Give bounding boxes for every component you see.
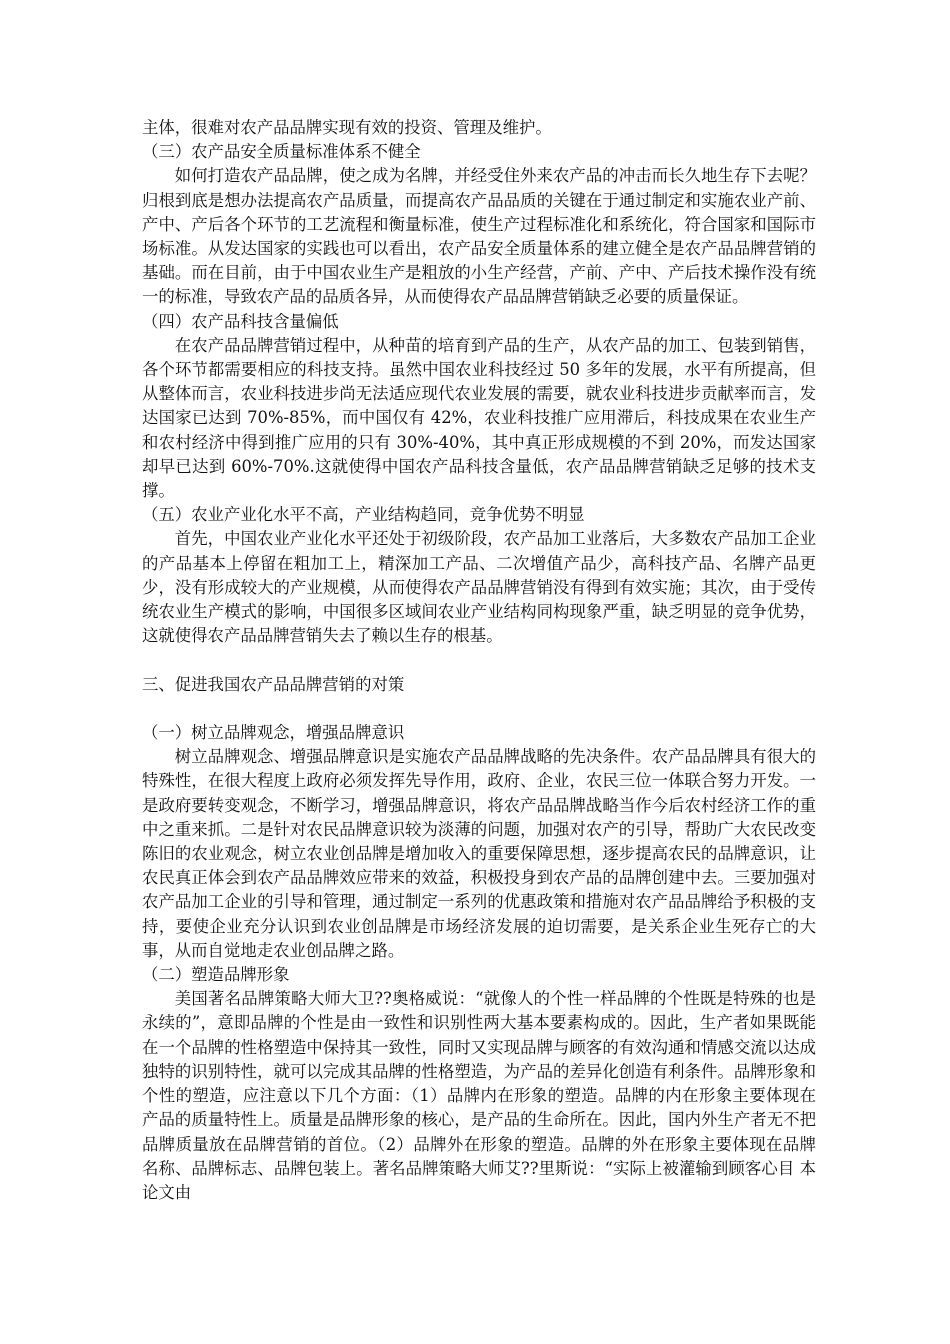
subheading-brand-awareness: （一）树立品牌观念，增强品牌意识 bbox=[142, 723, 405, 743]
paragraph-quality-standards: 如何打造农产品品牌，使之成为名牌，并经受住外来农产品的冲击而长久地生存下去呢？归根到底是想办法提高农产品质量，而提高农产品品质的关键在于通过制定和实施农业产前、产中、产后各个环节的工艺流程和衡量标准，使生产过程标准化和系统化，符合国家和国际市场标准。从发达国家的实践也可以看出，农产品安全质量体系的建立健全是农产品品牌营销的基础。而在目前，由于中国农业生产是粗放的小生产经营，产前、产中、产后技术操作没有统一的标准，导致农产品的品质各异，从而使得农产品品牌营销缺乏必要的质量保证。 bbox=[142, 166, 816, 307]
subheading-safety-standards: （三）农产品安全质量标准体系不健全 bbox=[142, 142, 421, 162]
paragraph-brand-awareness: 树立品牌观念、增强品牌意识是实施农产品品牌战略的先决条件。农产品品牌具有很大的特殊性，在很大程度上政府必须发挥先导作用，政府、企业，农民三位一体联合努力开发。一是政府要转变观念，不断学习，增强品牌意识，将农产品品牌战略当作今后农村经济工作的重中之重来抓。二是针对农民品牌意识较为淡薄的问题，加强对农产的引导，帮助广大农民改变陈旧的农业观念，树立农业创品牌是增加收入的重要保障思想，逐步提高农民的品牌意识，让农民真正体会到农产品品牌效应带来的效益，积极投身到农产品的品牌创建中去。三要加强对农产品加工企业的引导和管理，通过制定一系列的优惠政策和措施对农产品品牌给予积极的支持，要使企业充分认识到农业创品牌是市场经济发展的迫切需要，是关系企业生死存亡的大事，从而自觉地走农业创品牌之路。 bbox=[142, 747, 816, 960]
paragraph-industrialization: 首先，中国农业产业化水平还处于初级阶段，农产品加工业落后，大多数农产品加工企业的产品基本上停留在粗加工上，精深加工产品、二次增值产品少，高科技产品、名牌产品更少，没有形成较大的产业规模，从而使得农产品品牌营销没有得到有效实施；其次，由于受传统农业生产模式的影响，中国很多区域间农业产业结构同构现象严重，缺乏明显的竞争优势，这就使得农产品品牌营销失去了赖以生存的根基。 bbox=[142, 529, 816, 646]
subheading-industrialization: （五）农业产业化水平不高，产业结构趋同，竞争优势不明显 bbox=[142, 505, 585, 525]
subheading-brand-image: （二）塑造品牌形象 bbox=[142, 965, 290, 985]
paragraph-continuation: 主体，很难对农产品品牌实现有效的投资、管理及维护。 bbox=[142, 118, 552, 137]
subheading-technology-content: （四）农产品科技含量偏低 bbox=[142, 311, 339, 331]
paragraph-technology-support: 在农产品品牌营销过程中，从种苗的培育到产品的生产，从农产品的加工、包装到销售，各个环节都需要相应的科技支持。虽然中国农业科技经过 50 多年的发展，水平有所提高，但从整体而言，农业科技进步尚无法适应现代农业发展的需要，就农业科技进步贡献率而言，发达国家已达到 70%-85%，而中国仅有 42%，农业科技推广应用滞后，科技成果在农业生产和农村经济中得到推广应用的只有 30%-40%，其中真正形成规模的不到 20%，而发达国家却早已达到 60%-70%.这就使得中国农产品科技含量低，农产品品牌营销缺乏足够的技术支撑。 bbox=[142, 335, 816, 501]
section-heading-countermeasures: 三、促进我国农产品品牌营销的对策 bbox=[142, 674, 405, 694]
blank-line bbox=[142, 697, 816, 721]
paragraph-brand-image: 美国著名品牌策略大师大卫??奥格威说：“就像人的个性一样品牌的个性既是特殊的也是永续的”，意即品牌的个性是由一致性和识别性两大基本要素构成的。因此，生产者如果既能在一个品牌的性格塑造中保持其一致性，同时又实现品牌与顾客的有效沟通和情感交流以达成独特的识别特性，就可以完成其品牌的性格塑造，为产品的差异化创造有利条件。品牌形象和个性的塑造，应注意以下几个方面：（1）品牌内在形象的塑造。品牌的内在形象主要体现在产品的质量特性上。质量是品牌形象的核心，是产品的生命所在。因此，国内外生产者无不把品牌质量放在品牌营销的首位。（2）品牌外在形象的塑造。品牌的外在形象主要体现在品牌名称、品牌标志、品牌包装上。著名品牌策略大师艾??里斯说：“实际上被灌输到顾客心目 本论文由 bbox=[142, 989, 816, 1202]
document-page bbox=[142, 116, 816, 1205]
blank-line bbox=[142, 648, 816, 672]
